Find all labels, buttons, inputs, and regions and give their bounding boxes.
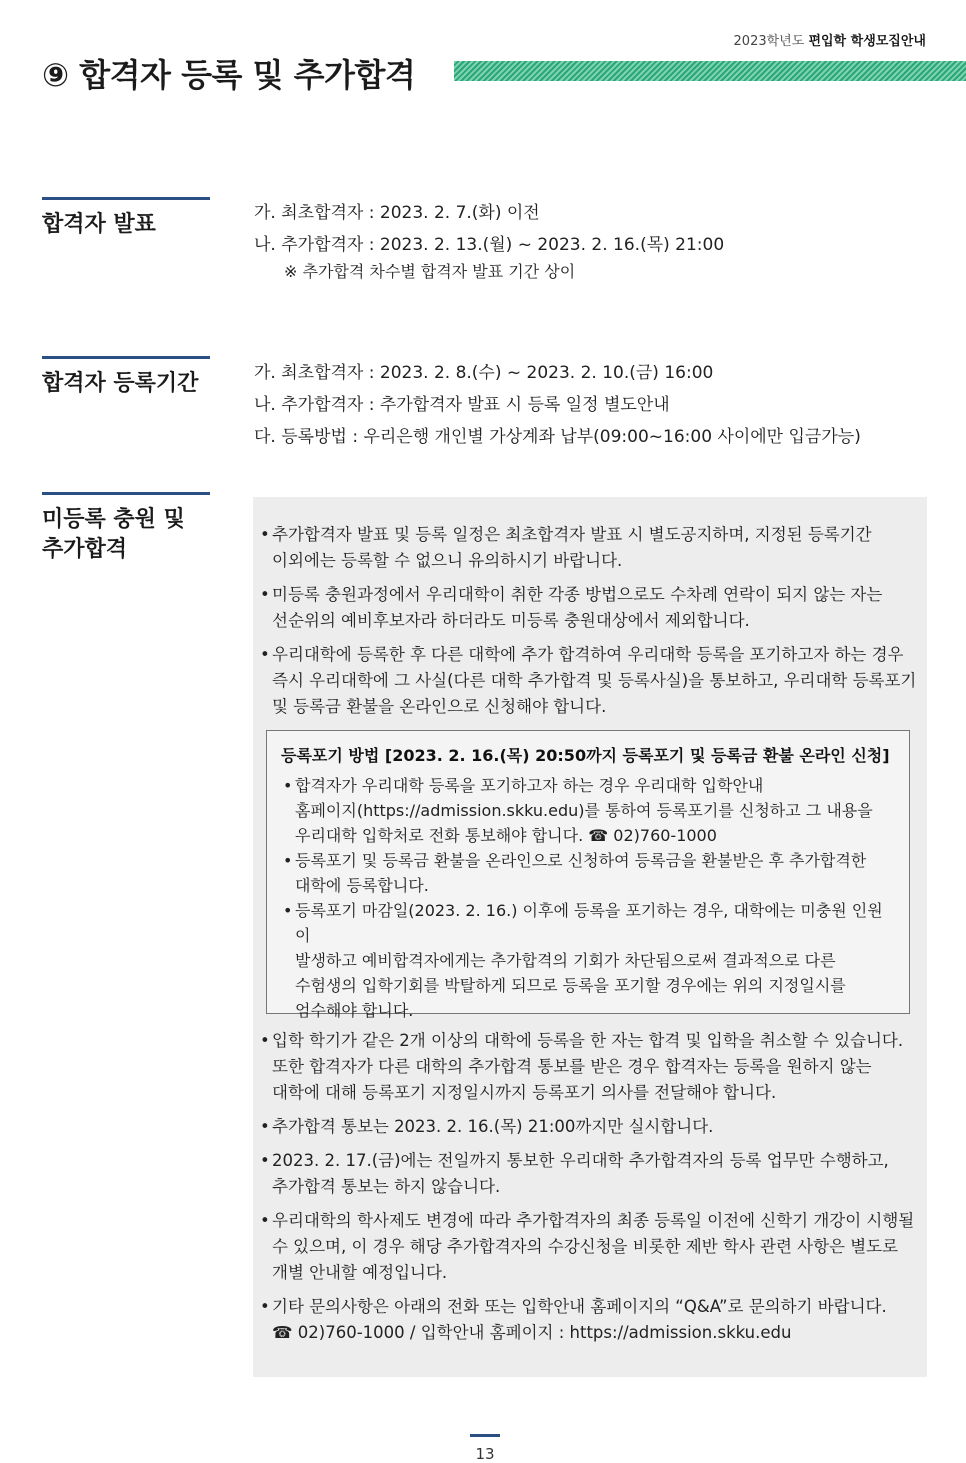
header-year: 2023학년도	[733, 34, 805, 49]
bullet-line: 우리대학 입학처로 전화 통보해야 합니다. ☎ 02)760-1000	[295, 826, 717, 845]
announcement-line: 나. 추가합격자 : 2023. 2. 13.(월) ~ 2023. 2. 16.(목) 21:00	[254, 235, 725, 255]
announcement-line: 가. 최초합격자 : 2023. 2. 7.(화) 이전	[254, 203, 540, 223]
bullet-line: 이외에는 등록할 수 없으니 유의하시기 바랍니다.	[272, 551, 623, 570]
notice-bullets-top	[258, 522, 923, 728]
list-item	[258, 1294, 923, 1346]
doc-header	[734, 30, 926, 49]
withdrawal-method-title: 등록포기 방법 [2023. 2. 16.(목) 20:50까지 등록포기 및 등록금 환불 온라인 신청]	[281, 746, 890, 765]
bullet-line: • 기타 문의사항은 아래의 전화 또는 입학안내 홈페이지의 “Q&A”로 문의하기 바랍니다.	[272, 1297, 887, 1316]
title-decoration-bar	[454, 61, 966, 81]
bullet-line: • 2023. 2. 17.(금)에는 전일까지 통보한 우리대학 추가합격자의 등록 업무만 수행하고,	[272, 1151, 889, 1170]
bullet-line: • 등록포기 마감일(2023. 2. 16.) 이후에 등록을 포기하는 경우, 대학에는 미충원 인원이	[295, 901, 883, 945]
bullet-line: 대학에 대해 등록포기 지정일시까지 등록포기 의사를 전달해야 합니다.	[272, 1083, 777, 1102]
bullet-line: 또한 합격자가 다른 대학의 추가합격 통보를 받은 경우 합격자는 등록을 원하지 않는	[272, 1057, 872, 1076]
notice-bullets-bottom	[258, 1028, 923, 1354]
list-item	[281, 773, 895, 848]
bullet-line: • 등록포기 및 등록금 환불을 온라인으로 신청하여 등록금을 환불받은 후 추가합격한	[295, 851, 867, 870]
list-item	[258, 522, 923, 574]
header-doc-name: 편입학 학생모집안내	[808, 34, 926, 49]
bullet-line: • 합격자가 우리대학 등록을 포기하고자 하는 경우 우리대학 입학안내	[295, 776, 764, 795]
list-item	[258, 1208, 923, 1286]
registration-line: 다. 등록방법 : 우리은행 개인별 가상계좌 납부(09:00~16:00 사이에만 입금가능)	[254, 427, 861, 447]
bullet-line: 추가합격 통보는 하지 않습니다.	[272, 1177, 501, 1196]
announcement-lines	[254, 197, 724, 283]
list-item	[258, 582, 923, 634]
section-label-line: 추가합격	[42, 537, 128, 562]
page-number: 13	[470, 1434, 500, 1463]
bullet-line: • 우리대학에 등록한 후 다른 대학에 추가 합격하여 우리대학 등록을 포기하고자 하는 경우	[272, 645, 904, 664]
list-item	[281, 848, 895, 898]
list-item	[258, 642, 923, 720]
section-label-registration: 합격자 등록기간	[42, 356, 210, 399]
bullet-line: • 추가합격 통보는 2023. 2. 16.(목) 21:00까지만 실시합니다.	[272, 1117, 714, 1136]
bullet-line: 즉시 우리대학에 그 사실(다른 대학 추가합격 및 등록사실)을 통보하고, 우리대학 등록포기	[272, 671, 917, 690]
bullet-line: 수험생의 입학기회를 박탈하게 되므로 등록을 포기할 경우에는 위의 지정일시를	[295, 976, 846, 995]
bullet-line: • 입학 학기가 같은 2개 이상의 대학에 등록을 한 자는 합격 및 입학을 취소할 수 있습니다.	[272, 1031, 904, 1050]
withdrawal-method-box	[266, 730, 910, 1020]
bullet-line: 수 있으며, 이 경우 해당 추가합격자의 수강신청을 비롯한 제반 학사 관련 사항은 별도로	[272, 1237, 899, 1256]
list-item	[258, 1148, 923, 1200]
contact-line: ☎ 02)760-1000 / 입학안내 홈페이지 : https://admission.skku.edu	[272, 1323, 792, 1342]
registration-line: 나. 추가합격자 : 추가합격자 발표 시 등록 일정 별도안내	[254, 395, 670, 415]
bullet-line: • 우리대학의 학사제도 변경에 따라 추가합격자의 최종 등록일 이전에 신학기 개강이 시행될	[272, 1211, 915, 1230]
list-item	[258, 1028, 923, 1106]
registration-line: 가. 최초합격자 : 2023. 2. 8.(수) ~ 2023. 2. 10.(금) 16:00	[254, 363, 714, 383]
bullet-line: 및 등록금 환불을 온라인으로 신청해야 합니다.	[272, 697, 607, 716]
page-title: ⑨ 합격자 등록 및 추가합격	[42, 56, 416, 94]
list-item	[258, 1114, 923, 1140]
bullet-line: 대학에 등록합니다.	[295, 876, 429, 895]
section-label-line: 미등록 충원 및	[42, 507, 185, 532]
bullet-line: 홈페이지(https://admission.skku.edu)를 통하여 등록포기를 신청하고 그 내용을	[295, 801, 873, 820]
bullet-line: • 미등록 충원과정에서 우리대학이 취한 각종 방법으로도 수차례 연락이 되지 않는 자는	[272, 585, 883, 604]
registration-lines	[254, 357, 861, 453]
section-label-announcement: 합격자 발표	[42, 197, 210, 240]
bullet-line: 선순위의 예비후보자라 하더라도 미등록 충원대상에서 제외합니다.	[272, 611, 750, 630]
bullet-line: 개별 안내할 예정입니다.	[272, 1263, 448, 1282]
announcement-note: ※ 추가합격 차수별 합격자 발표 기간 상이	[284, 262, 576, 281]
section-label-unregistered	[42, 492, 210, 565]
bullet-line: 엄수해야 합니다.	[295, 1001, 414, 1020]
bullet-line: • 추가합격자 발표 및 등록 일정은 최초합격자 발표 시 별도공지하며, 지정된 등록기간	[272, 525, 872, 544]
list-item	[281, 898, 895, 1023]
bullet-line: 발생하고 예비합격자에게는 추가합격의 기회가 차단됨으로써 결과적으로 다른	[295, 951, 836, 970]
